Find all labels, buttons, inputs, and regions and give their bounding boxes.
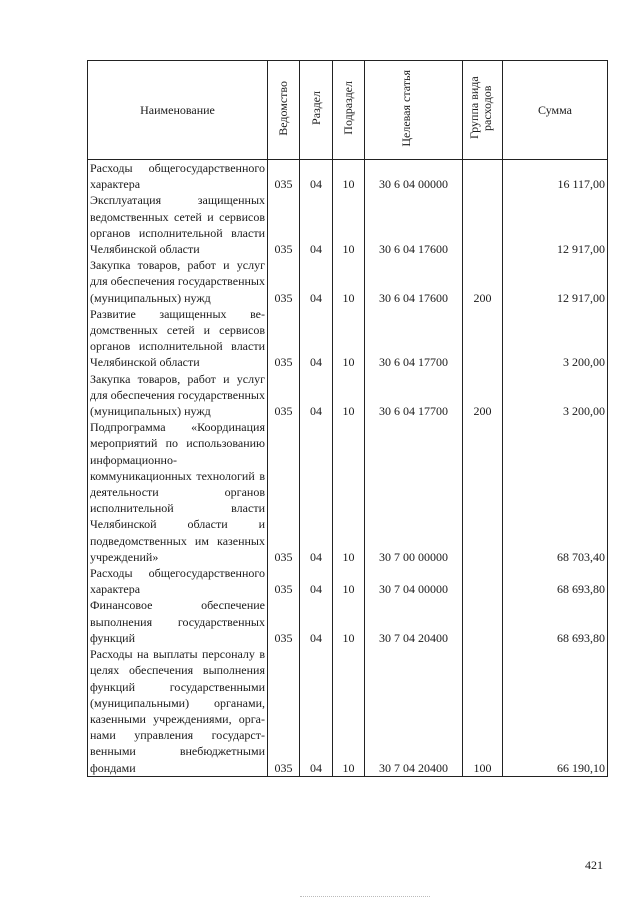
row-podrazdel: 10	[333, 306, 365, 371]
table-row	[88, 306, 608, 371]
row-summa: 68 693,80	[503, 565, 608, 597]
row-summa: 3 200,00	[503, 306, 608, 371]
row-tselevaya-statya: 30 6 04 17600	[365, 192, 463, 257]
row-name: Эксплуатация защищенных ведомственных сетей и сервисов органов исполнительной власти Челябинской области	[88, 192, 268, 257]
table-row	[88, 371, 608, 420]
table-row	[88, 565, 608, 597]
row-gruppa: 200	[463, 371, 503, 420]
row-razdel: 04	[300, 371, 333, 420]
table-header-row	[88, 61, 608, 160]
row-podrazdel: 10	[333, 192, 365, 257]
row-podrazdel: 10	[333, 597, 365, 646]
row-summa: 12 917,00	[503, 257, 608, 306]
row-summa: 68 703,40	[503, 419, 608, 565]
table-row	[88, 160, 608, 193]
row-summa: 3 200,00	[503, 371, 608, 420]
row-vedomstvo: 035	[268, 646, 300, 776]
row-vedomstvo: 035	[268, 192, 300, 257]
row-tselevaya-statya: 30 7 04 20400	[365, 646, 463, 776]
table-row	[88, 192, 608, 257]
row-name: Финансовое обеспечение выполнения государственных функций	[88, 597, 268, 646]
row-razdel: 04	[300, 192, 333, 257]
header-tselevaya-statya: Целевая статья	[365, 61, 463, 160]
row-vedomstvo: 035	[268, 306, 300, 371]
row-vedomstvo: 035	[268, 160, 300, 193]
row-gruppa	[463, 192, 503, 257]
row-gruppa	[463, 419, 503, 565]
row-vedomstvo: 035	[268, 257, 300, 306]
row-gruppa	[463, 306, 503, 371]
row-summa: 16 117,00	[503, 160, 608, 193]
row-razdel: 04	[300, 646, 333, 776]
row-gruppa: 100	[463, 646, 503, 776]
row-vedomstvo: 035	[268, 419, 300, 565]
header-summa: Сумма	[503, 61, 608, 160]
row-podrazdel: 10	[333, 419, 365, 565]
row-razdel: 04	[300, 565, 333, 597]
row-gruppa	[463, 597, 503, 646]
row-razdel: 04	[300, 306, 333, 371]
row-razdel: 04	[300, 257, 333, 306]
row-name: Подпрограмма «Координация мероприятий по использованию информационно-коммуникационных технологий в деятельности органов исполнительной власти Челябинской области и подведомственных им казенных учреждений»	[88, 419, 268, 565]
row-tselevaya-statya: 30 6 04 17700	[365, 371, 463, 420]
row-tselevaya-statya: 30 7 04 00000	[365, 565, 463, 597]
row-name: Развитие защищенных ведомственных сетей и сервисов органов исполнительной власти Челябинской области	[88, 306, 268, 371]
table-row	[88, 257, 608, 306]
row-razdel: 04	[300, 419, 333, 565]
row-podrazdel: 10	[333, 371, 365, 420]
row-vedomstvo: 035	[268, 565, 300, 597]
row-summa: 12 917,00	[503, 192, 608, 257]
header-name: Наименование	[88, 61, 268, 160]
table-row	[88, 646, 608, 776]
row-gruppa: 200	[463, 257, 503, 306]
row-name: Закупка товаров, работ и услуг для обеспечения государственных (муниципальных) нужд	[88, 257, 268, 306]
row-podrazdel: 10	[333, 257, 365, 306]
header-podrazdel: Подраздел	[333, 61, 365, 160]
row-podrazdel: 10	[333, 565, 365, 597]
row-tselevaya-statya: 30 7 00 00000	[365, 419, 463, 565]
row-tselevaya-statya: 30 7 04 20400	[365, 597, 463, 646]
row-razdel: 04	[300, 160, 333, 193]
row-summa: 68 693,80	[503, 597, 608, 646]
row-tselevaya-statya: 30 6 04 17600	[365, 257, 463, 306]
row-name: Расходы общегосударственного характера	[88, 565, 268, 597]
page-number: 421	[585, 858, 603, 872]
row-tselevaya-statya: 30 6 04 17700	[365, 306, 463, 371]
row-tselevaya-statya: 30 6 04 00000	[365, 160, 463, 193]
scan-artifact-line	[300, 896, 430, 897]
row-name: Расходы общегосударственного характера	[88, 160, 268, 193]
row-vedomstvo: 035	[268, 597, 300, 646]
budget-table	[87, 60, 608, 777]
table-row	[88, 419, 608, 565]
row-summa: 66 190,10	[503, 646, 608, 776]
row-podrazdel: 10	[333, 646, 365, 776]
row-name: Расходы на выплаты персоналу в целях обеспечения выполнения функций государственными (муниципальными) органами, казенными учреждениями, органами управления государственными внебюджетными фондами	[88, 646, 268, 776]
row-razdel: 04	[300, 597, 333, 646]
row-podrazdel: 10	[333, 160, 365, 193]
row-gruppa	[463, 565, 503, 597]
row-name: Закупка товаров, работ и услуг для обеспечения государственных (муниципальных) нужд	[88, 371, 268, 420]
row-vedomstvo: 035	[268, 371, 300, 420]
header-razdel: Раздел	[300, 61, 333, 160]
header-gruppa-vida-rashodov: Группа вида расходов	[463, 61, 503, 160]
table-row	[88, 597, 608, 646]
header-vedomstvo: Ведомство	[268, 61, 300, 160]
row-gruppa	[463, 160, 503, 193]
